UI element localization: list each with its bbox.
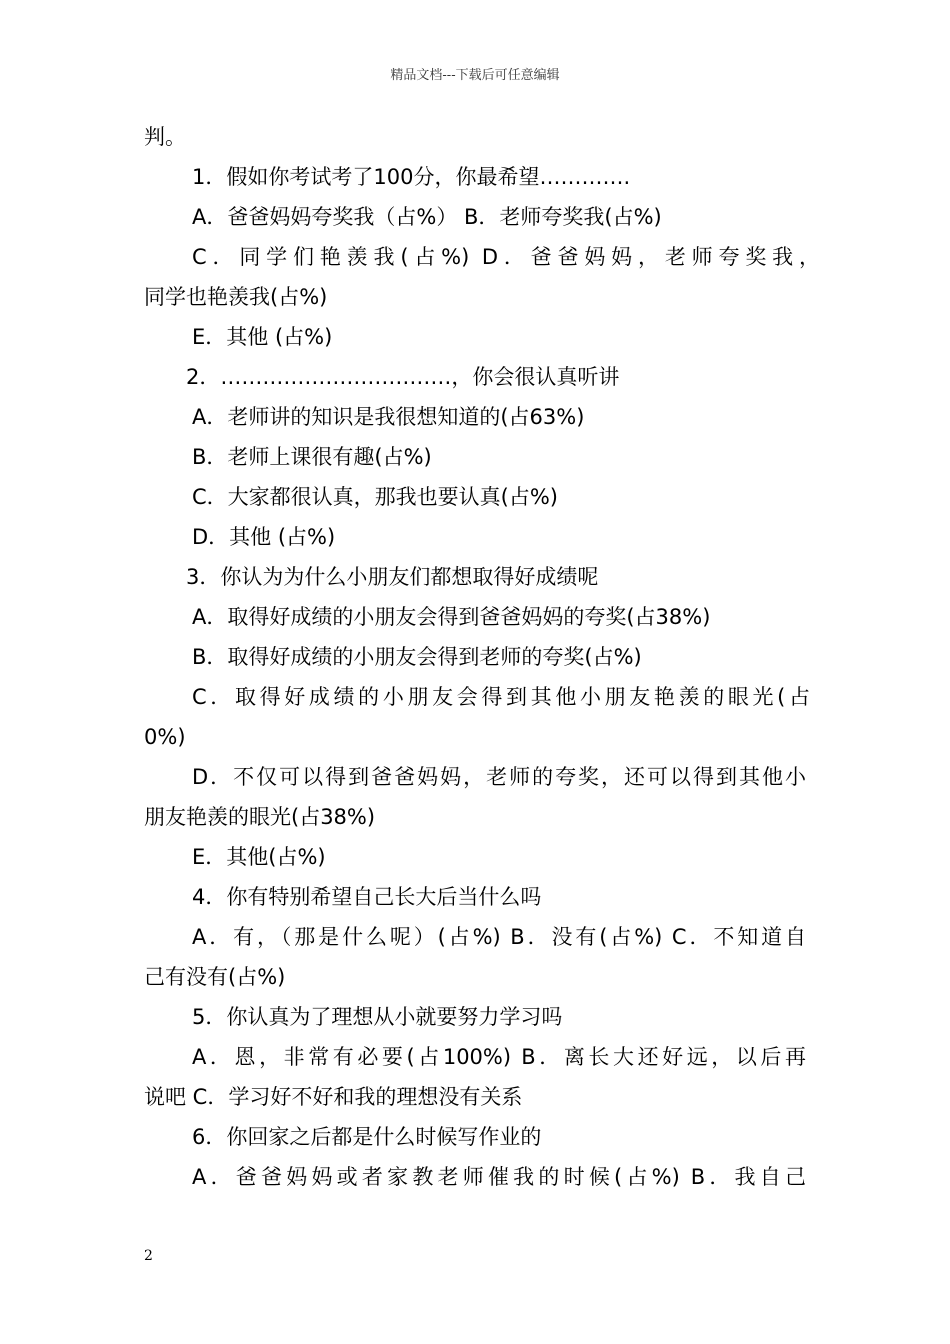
option-1d-cont: 同学也艳羡我(占%)	[144, 285, 328, 309]
page-number: 2	[144, 1248, 153, 1264]
question-6: 6．你回家之后都是什么时候写作业的	[192, 1125, 542, 1149]
option-2a: A．老师讲的知识是我很想知道的(占63%)	[192, 405, 585, 429]
question-5: 5．你认真为了理想从小就要努力学习吗	[192, 1005, 563, 1029]
option-5b-5c: 说吧 C．学习好不好和我的理想没有关系	[144, 1085, 523, 1109]
option-2b: B．老师上课很有趣(占%)	[192, 445, 432, 469]
question-3: 3．你认为为什么小朋友们都想取得好成绩呢	[186, 565, 599, 589]
option-3d: D．不仅可以得到爸爸妈妈，老师的夸奖，还可以得到其他小	[192, 765, 806, 789]
option-4c-cont: 己有没有(占%)	[144, 965, 286, 989]
option-1e: E．其他 (占%)	[192, 325, 333, 349]
option-5a-5b: A．恩，非常有必要(占100%) B．离长大还好远，以后再	[192, 1045, 806, 1069]
option-3b: B．取得好成绩的小朋友会得到老师的夸奖(占%)	[192, 645, 642, 669]
option-2c: C．大家都很认真，那我也要认真(占%)	[192, 485, 559, 509]
question-2: 2．……………………………，你会很认真听讲	[186, 365, 620, 389]
option-1c-1d: C．同学们艳羡我(占%) D．爸爸妈妈，老师夸奖我，	[192, 245, 820, 269]
question-1: 1．假如你考试考了100分，你最希望………….	[192, 165, 631, 189]
option-4a-4c: A．有，（那是什么呢）(占%) B．没有(占%) C．不知道自	[192, 925, 806, 949]
option-1a-1b: A．爸爸妈妈夸奖我（占%） B．老师夸奖我(占%)	[192, 205, 662, 229]
option-2d: D．其他 (占%)	[192, 525, 336, 549]
option-3d-cont: 朋友艳羡的眼光(占38%)	[144, 805, 376, 829]
option-3e: E．其他(占%)	[192, 845, 326, 869]
option-3c-cont: 0%)	[144, 725, 186, 749]
page-header: 精品文档---下载后可任意编辑	[390, 68, 560, 83]
question-4: 4．你有特别希望自己长大后当什么吗	[192, 885, 542, 909]
text-line-1: 判。	[144, 125, 186, 149]
option-3c: C．取得好成绩的小朋友会得到其他小朋友艳羡的眼光(占	[192, 685, 810, 709]
option-3a: A．取得好成绩的小朋友会得到爸爸妈妈的夸奖(占38%)	[192, 605, 711, 629]
option-6a-6b: A．爸爸妈妈或者家教老师催我的时候(占%) B．我自己	[192, 1165, 806, 1189]
